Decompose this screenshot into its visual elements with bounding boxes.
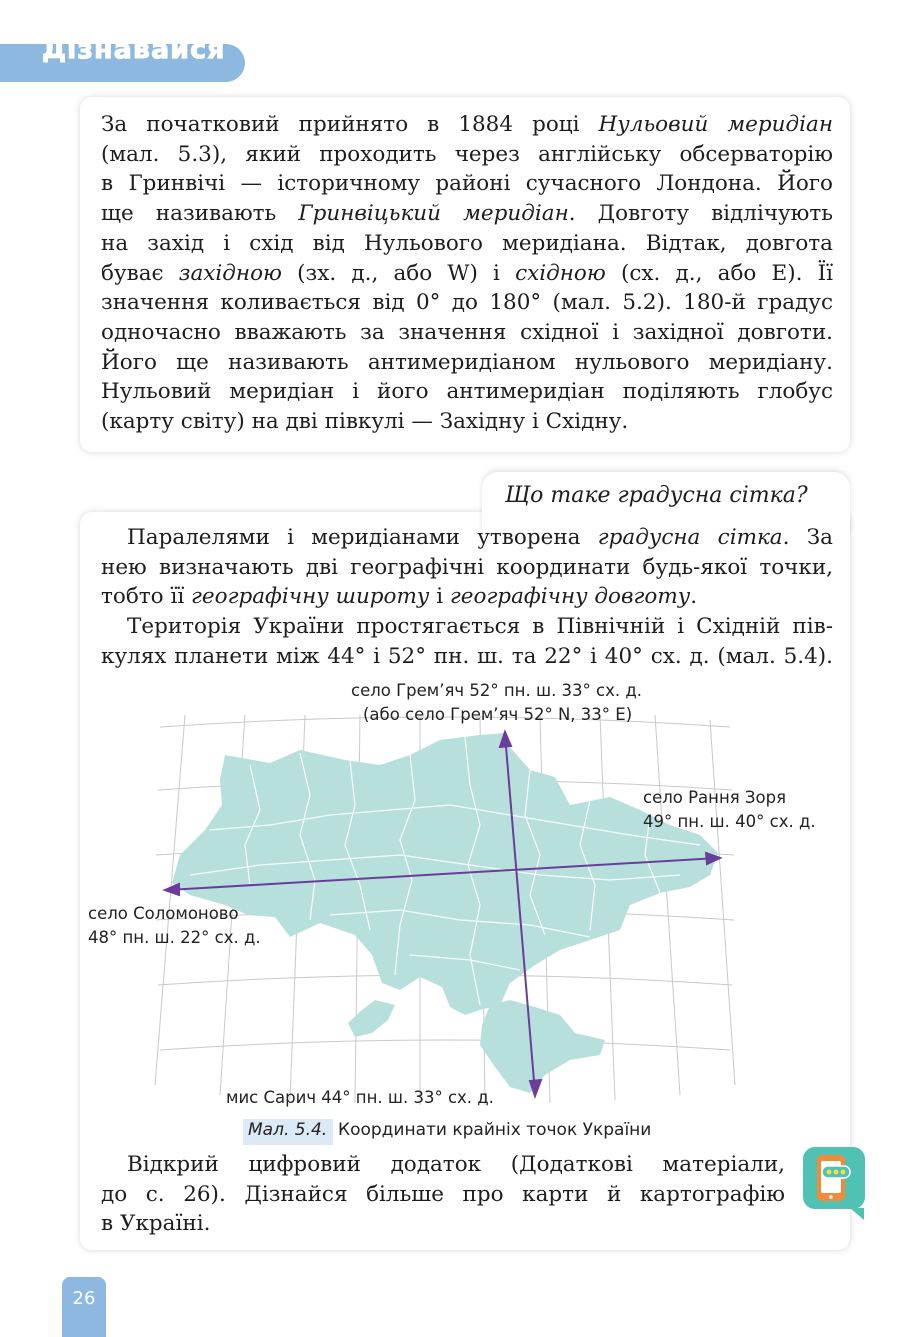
text-run: . <box>690 584 698 610</box>
section-title: Дізнавайся <box>42 34 226 65</box>
text-run: Територія України простягається в Північній і Східній пів- <box>127 614 833 640</box>
text-line: кулях планети між 44° і 52° пн. ш. та 22° і 40° сх. д. (мал. 5.4). <box>101 643 833 669</box>
arrowhead-south <box>530 1080 541 1096</box>
text-line: Його ще називають антимеридіаном нульового меридіану. <box>101 349 833 375</box>
info-paragraph <box>101 110 833 437</box>
question-heading: Що таке градусна сітка? <box>505 483 808 508</box>
grid-paragraph <box>101 523 833 672</box>
label-east-coords: 49° пн. ш. 40° сх. д. <box>643 812 816 831</box>
text-line: (карту світу) на дві півкулі — Західну і Східну. <box>101 409 629 435</box>
term-prime-meridian: Нульовий меридіан <box>598 112 834 137</box>
ukraine-territory <box>172 733 718 1093</box>
text-run: і <box>429 584 450 610</box>
text-run: (сх. д., або E). Її <box>605 260 833 286</box>
kinburn-shape <box>348 1000 395 1037</box>
label-north-point-alt: (або село Грем’яч 52° N, 33° E) <box>363 705 633 724</box>
digital-app-paragraph <box>101 1150 785 1239</box>
chat-dot <box>827 1170 832 1175</box>
figure-caption <box>248 1120 651 1140</box>
term-latitude: географічну широту <box>191 584 430 610</box>
text-run: Відкрий цифровий додаток (Додаткові матеріали, <box>127 1152 785 1177</box>
caption-number: Мал. 5.4. <box>248 1120 328 1140</box>
term-eastern: східною <box>515 260 606 286</box>
caption-text: Координати крайніх точок України <box>338 1120 652 1140</box>
text-run: буває <box>101 260 179 286</box>
meridian-line <box>155 715 185 1085</box>
label-east-point: село Рання Зоря <box>643 788 786 807</box>
text-run: ще називають <box>101 201 299 227</box>
term-greenwich-meridian: Гринвіцький меридіан <box>298 201 569 227</box>
page-number: 26 <box>72 1288 96 1309</box>
phone-button <box>829 1195 833 1199</box>
text-run: . Довготу відлічують <box>568 201 833 227</box>
text-line: на захід і схід від Нульового меридіана. Відтак, довгота <box>101 230 833 256</box>
term-longitude: географічну довготу <box>449 584 691 610</box>
chat-dot <box>841 1170 846 1175</box>
text-line: Нульовий меридіан і його антимеридіан поділяють глобус <box>101 379 833 405</box>
meridian-line <box>710 720 735 1085</box>
text-run: За початковий прийнято в 1884 році <box>101 112 599 137</box>
text-line: (мал. 5.3), який проходить через англійську обсерваторію <box>101 141 833 167</box>
term-degree-grid: градусна сітка <box>597 525 783 550</box>
text-line: в Гринвічі — історичному районі сучасного Лондона. Його <box>101 171 833 197</box>
chat-dot <box>834 1170 839 1175</box>
term-western: західною <box>178 260 282 286</box>
label-north-point: село Грем’яч 52° пн. ш. 33° сх. д. <box>351 681 643 700</box>
label-west-point: село Соломоново <box>88 904 239 923</box>
label-west-coords: 48° пн. ш. 22° сх. д. <box>88 928 261 947</box>
text-line: в Україні. <box>101 1211 211 1237</box>
crimea-shape <box>480 1000 605 1093</box>
text-line: до с. 26). Дізнайся більше про карти й картографію <box>101 1181 785 1207</box>
text-run: . За <box>782 525 833 550</box>
text-run: тобто її <box>101 584 192 610</box>
text-line: значення коливається від 0° до 180° (мал. 5.2). 180-й градус <box>101 290 833 316</box>
arrowhead-west <box>165 884 179 895</box>
app-icon-tail <box>850 1208 864 1220</box>
meridian-line <box>655 715 680 1095</box>
phone-app-icon[interactable] <box>802 1146 866 1220</box>
parallel-line <box>160 1040 730 1050</box>
text-line: нею визначають дві географічні координати будь-якої точки, <box>101 554 833 580</box>
text-line: одночасно вважають за значення східної і західної довготи. <box>101 319 833 345</box>
text-run: (зх. д., або W) і <box>281 260 516 286</box>
label-south-point: мис Сарич 44° пн. ш. 33° сх. д. <box>226 1088 494 1107</box>
text-run: Паралелями і меридіанами утворена <box>127 525 598 550</box>
